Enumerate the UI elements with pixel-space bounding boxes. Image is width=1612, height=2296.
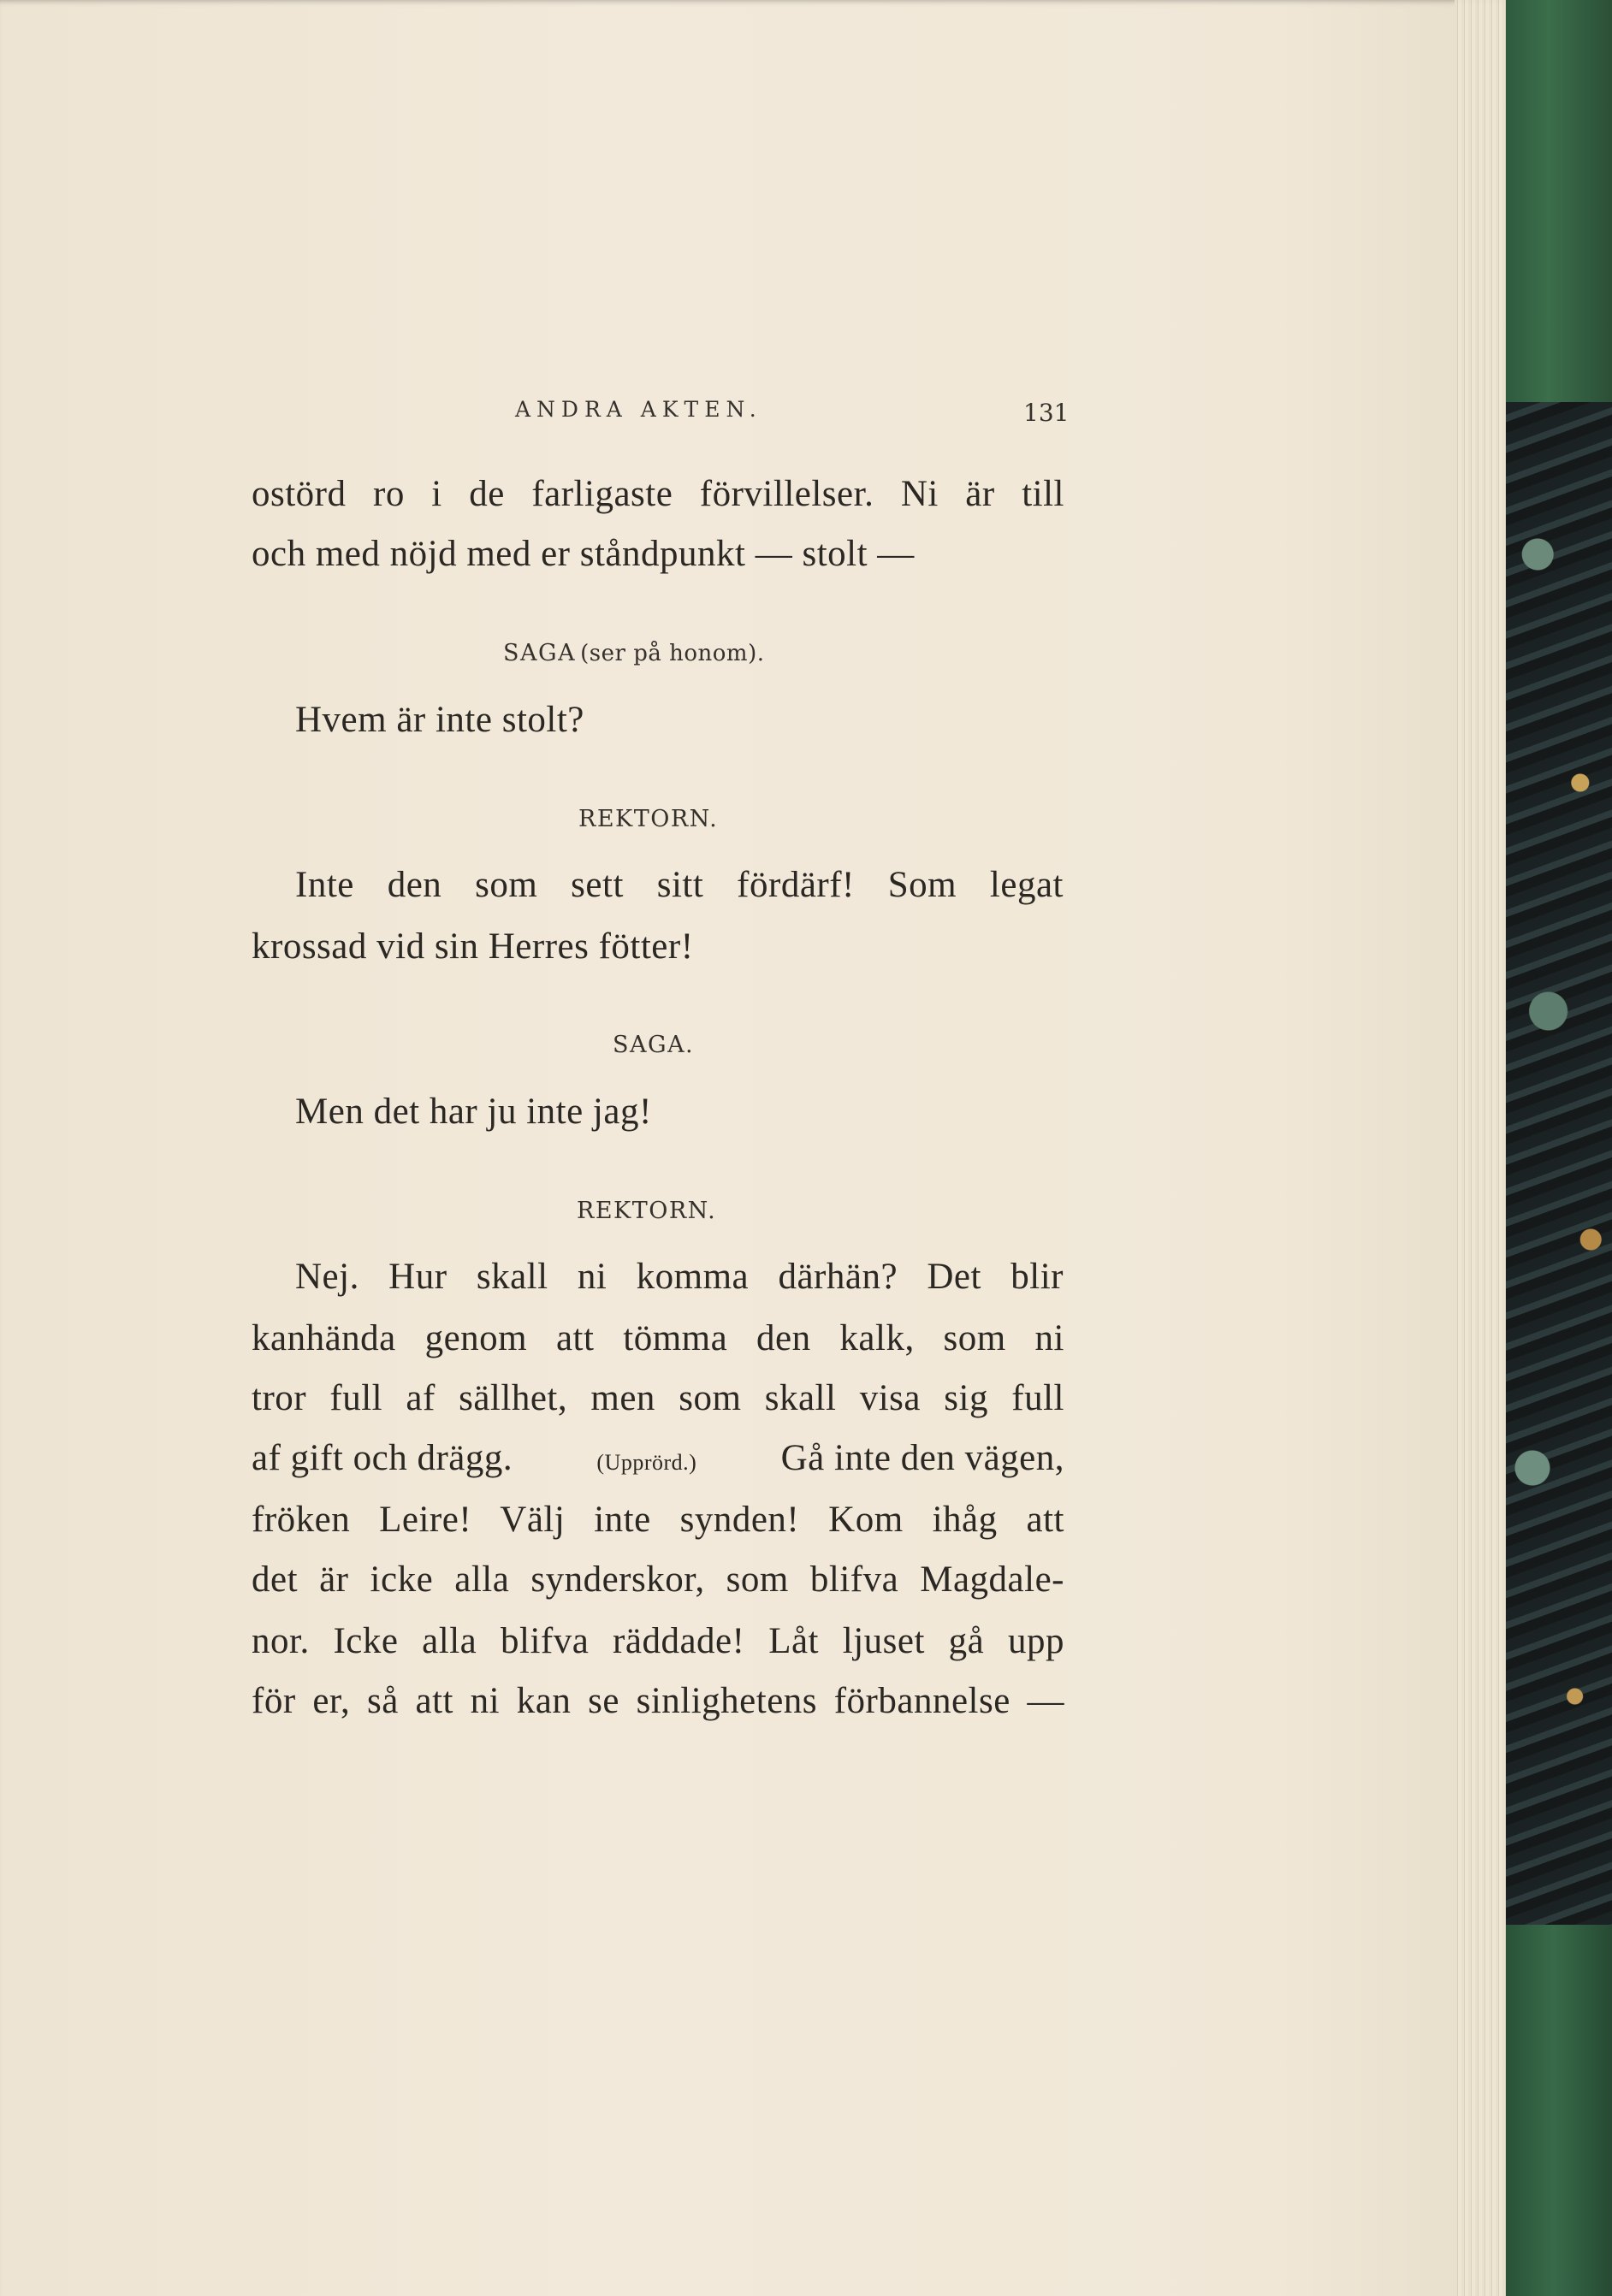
text-line: krossad vid sin Herres fötter! [252,926,694,967]
text-line: och med nöjd med er ståndpunkt — stolt — [252,534,915,574]
text-segment: af gift och drägg. [252,1438,513,1478]
binding-cloth-bottom [1506,1925,1612,2296]
stage-direction: (ser på honom). [580,641,765,666]
speaker-heading [503,640,765,666]
binding-marbled-paper [1506,402,1612,1925]
text-line [252,1437,1064,1479]
text-line: det är icke alla synderskor, som blifva Magdale- [252,1559,1064,1600]
text-segment: Gå inte den vägen, [780,1438,1064,1478]
speaker-name: SAGA. [613,1032,695,1058]
text-line: Hvem är inte stolt? [295,700,584,740]
text-line: Men det har ju inte jag! [295,1092,652,1132]
text-line: för er, så att ni kan se sinlighetens förbannelse — [252,1681,1064,1721]
stage-direction: (Upprörd.) [596,1450,697,1475]
speaker-name: REKTORN. [578,806,719,832]
text-line: tror full af sällhet, men som skall visa sig full [252,1378,1064,1418]
page-edges [1455,0,1508,2296]
speaker-name: REKTORN. [577,1198,717,1224]
binding-cloth-top [1506,0,1612,402]
text-line: kanhända genom att tömma den kalk, som ni [252,1318,1064,1358]
text-line: fröken Leire! Välj inte synden! Kom ihåg att [252,1500,1064,1540]
text-line: Inte den som sett sitt fördärf! Som legat [295,865,1064,905]
running-title: ANDRA AKTEN. [515,397,762,422]
page-number: 131 [1023,399,1070,427]
book-binding [1506,0,1612,2296]
speaker-name: SAGA [503,640,577,666]
text-line: nor. Icke alla blifva räddade! Låt ljuset gå upp [252,1621,1064,1661]
text-line: ostörd ro i de farligaste förvillelser. Ni är till [252,474,1064,514]
text-line: Nej. Hur skall ni komma därhän? Det blir [295,1257,1064,1297]
